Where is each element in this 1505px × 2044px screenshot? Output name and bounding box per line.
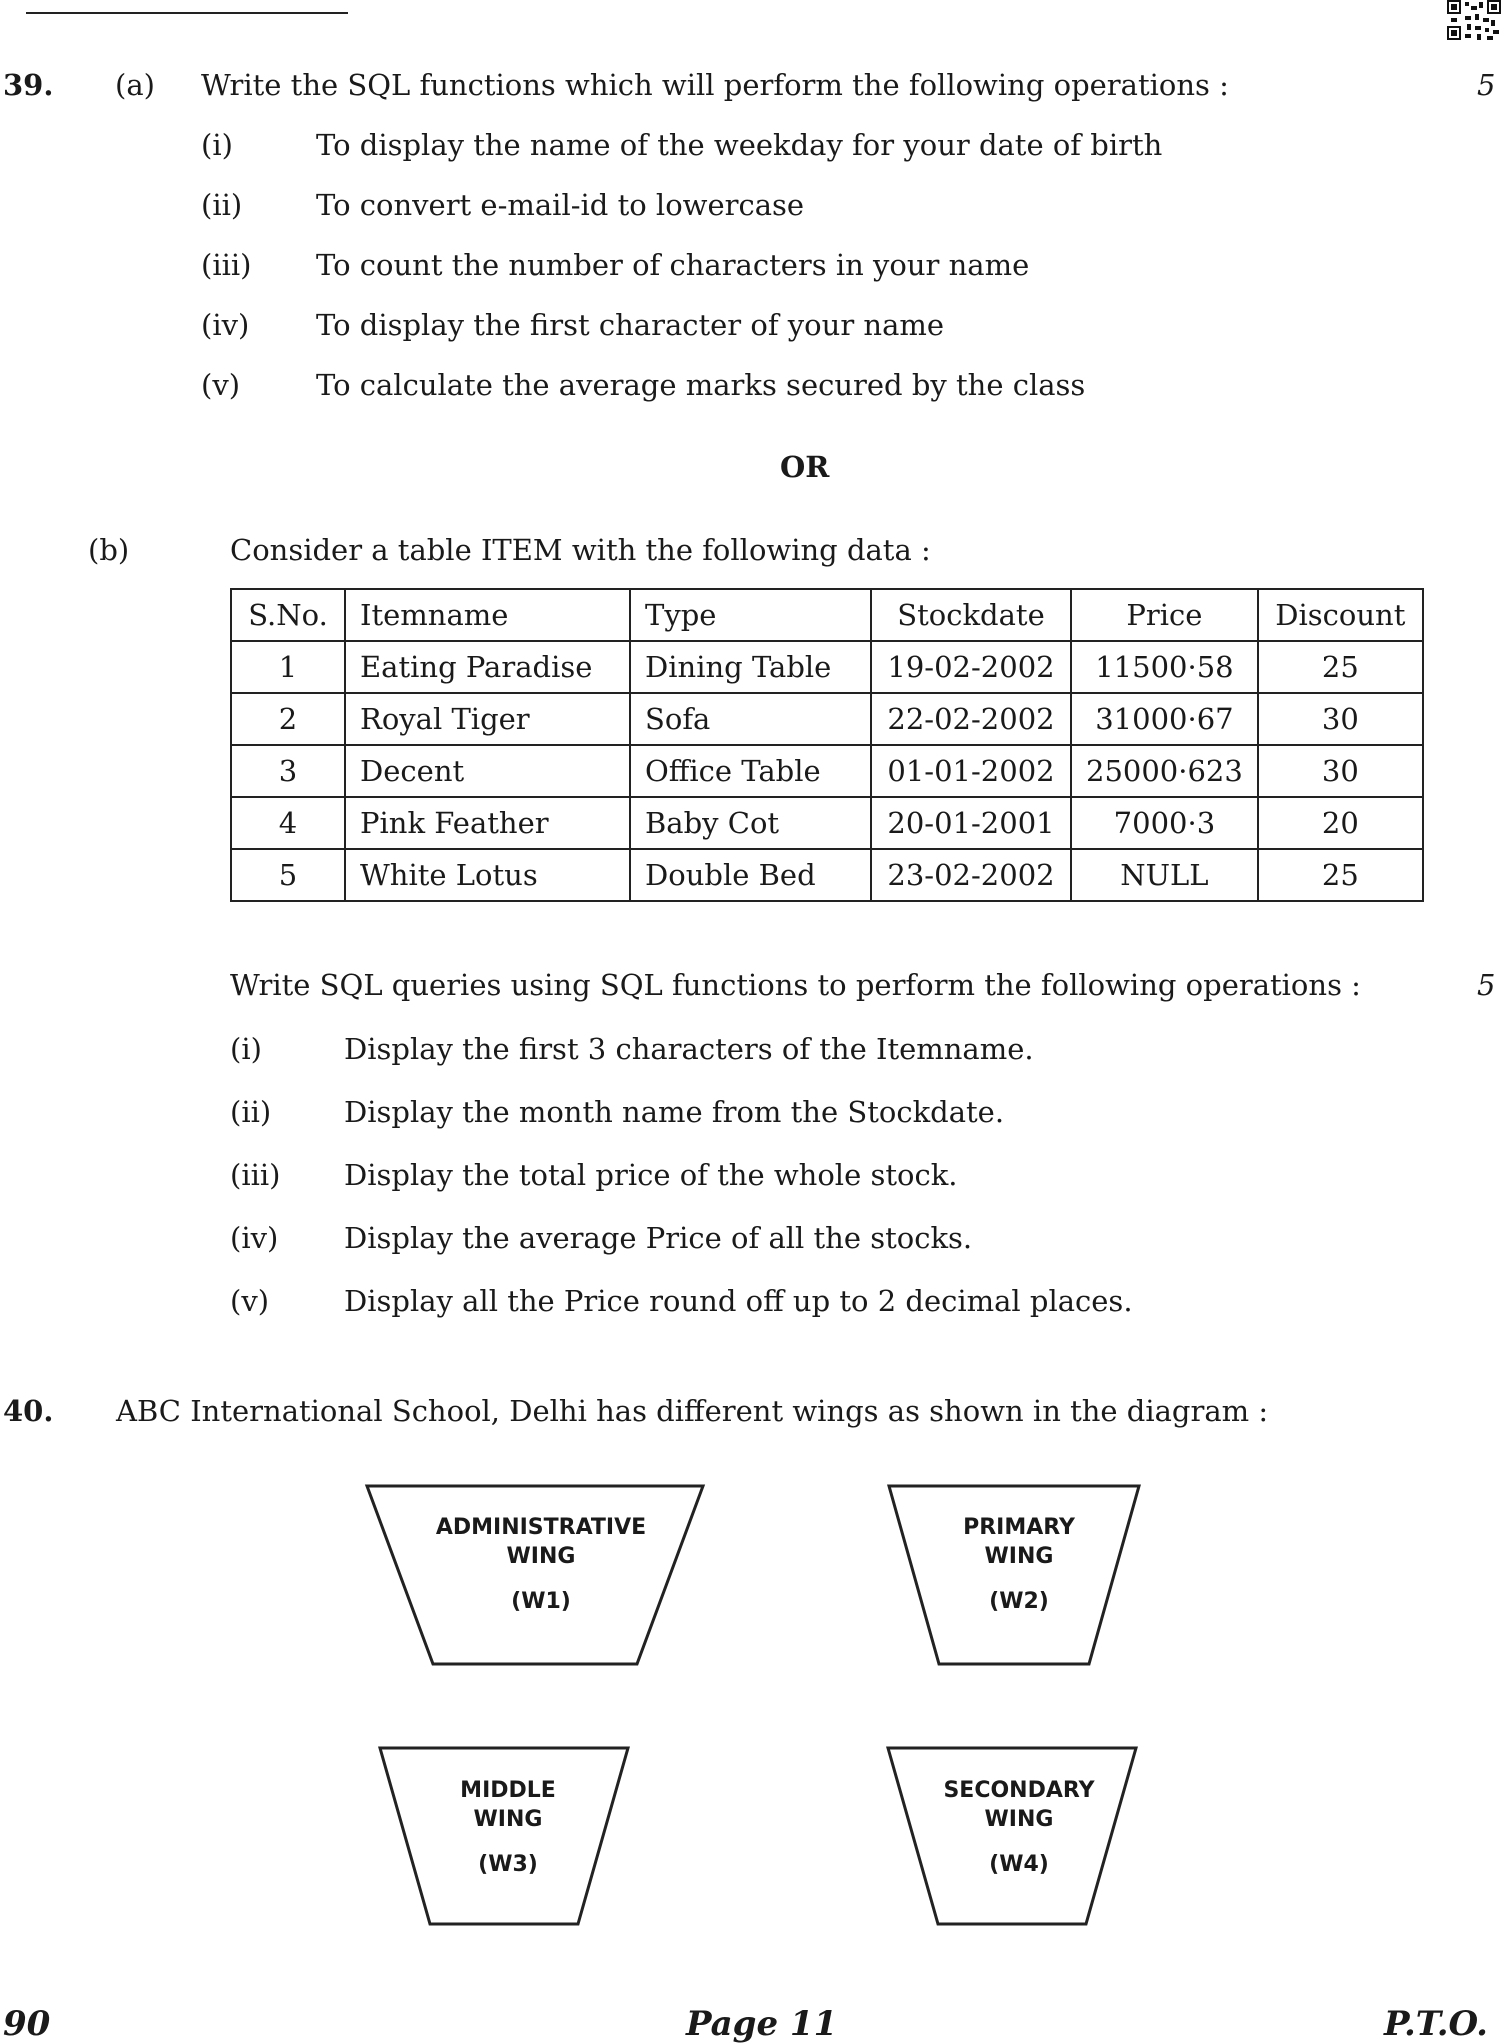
table-cell: 31000·67 xyxy=(1071,693,1258,745)
wing-name-line2: WING xyxy=(984,1807,1054,1832)
table-header-cell: S.No. xyxy=(231,589,345,641)
table-header-cell: Discount xyxy=(1258,589,1423,641)
table-cell: 5 xyxy=(231,849,345,901)
table-cell: 20 xyxy=(1258,797,1423,849)
table-cell: Decent xyxy=(345,745,630,797)
part-a-marks: 5 xyxy=(1477,68,1496,102)
table-cell: 25 xyxy=(1258,849,1423,901)
part-a-intro: Write the SQL functions which will perform the following operations : xyxy=(201,68,1229,102)
wing-name-line2: WING xyxy=(473,1807,543,1832)
table-cell: Dining Table xyxy=(630,641,871,693)
part-a-label: (a) xyxy=(115,68,155,102)
wing-name-line2: WING xyxy=(984,1544,1054,1569)
part-b-queries-intro: Write SQL queries using SQL functions to perform the following operations : xyxy=(230,968,1361,1002)
part-a-item-num: (iv) xyxy=(201,308,250,342)
wing-name-line1: PRIMARY xyxy=(963,1515,1075,1540)
table-cell: 20-01-2001 xyxy=(871,797,1071,849)
part-a-item-text: To display the first character of your name xyxy=(316,308,945,342)
part-a-item-text: To count the number of characters in your name xyxy=(316,248,1030,282)
table-cell: White Lotus xyxy=(345,849,630,901)
wing-code: (W2) xyxy=(989,1589,1049,1614)
part-b-item-text: Display all the Price round off up to 2 decimal places. xyxy=(344,1284,1133,1318)
part-a-item-num: (i) xyxy=(201,128,233,162)
table-cell: 3 xyxy=(231,745,345,797)
table-header-cell: Stockdate xyxy=(871,589,1071,641)
part-a-item-text: To display the name of the weekday for your date of birth xyxy=(316,128,1163,162)
part-b-item-text: Display the month name from the Stockdate. xyxy=(344,1095,1005,1129)
question-39-number: 39. xyxy=(3,68,54,102)
wing-w2 xyxy=(889,1486,1139,1664)
part-b-item-text: Display the average Price of all the stocks. xyxy=(344,1221,973,1255)
footer-paper-code: 90 xyxy=(3,2004,51,2044)
part-b-marks: 5 xyxy=(1477,968,1496,1002)
wing-name-line1: ADMINISTRATIVE xyxy=(435,1515,647,1540)
part-b-item-num: (ii) xyxy=(230,1095,272,1129)
table-header-cell: Price xyxy=(1071,589,1258,641)
question-40-text: ABC International School, Delhi has different wings as shown in the diagram : xyxy=(116,1394,1269,1428)
part-b-label: (b) xyxy=(88,533,130,567)
table-cell: Office Table xyxy=(630,745,871,797)
part-a-item-text: To calculate the average marks secured by the class xyxy=(316,368,1086,402)
part-a-item-text: To convert e-mail-id to lowercase xyxy=(316,188,805,222)
table-cell: Baby Cot xyxy=(630,797,871,849)
footer-pto: P.T.O. xyxy=(1384,2004,1488,2044)
table-cell: Pink Feather xyxy=(345,797,630,849)
wing-code: (W4) xyxy=(989,1852,1049,1877)
part-b-item-num: (i) xyxy=(230,1032,262,1066)
part-b-item-text: Display the total price of the whole stock. xyxy=(344,1158,958,1192)
part-b-intro: Consider a table ITEM with the following data : xyxy=(230,533,931,567)
part-b-item-num: (iii) xyxy=(230,1158,281,1192)
part-b-item-num: (v) xyxy=(230,1284,270,1318)
table-header-cell: Itemname xyxy=(345,589,630,641)
wing-name-line2: WING xyxy=(506,1544,576,1569)
table-cell: 7000·3 xyxy=(1071,797,1258,849)
table-cell: NULL xyxy=(1071,849,1258,901)
table-cell: Eating Paradise xyxy=(345,641,630,693)
question-40-number: 40. xyxy=(3,1394,54,1428)
table-cell: Double Bed xyxy=(630,849,871,901)
wing-w4 xyxy=(888,1748,1136,1924)
table-cell: 25000·623 xyxy=(1071,745,1258,797)
table-cell: 30 xyxy=(1258,693,1423,745)
table-cell: 01-01-2002 xyxy=(871,745,1071,797)
table-cell: 19-02-2002 xyxy=(871,641,1071,693)
wing-code: (W3) xyxy=(478,1852,538,1877)
table-cell: Royal Tiger xyxy=(345,693,630,745)
table-cell: 1 xyxy=(231,641,345,693)
footer-page-number: Page 11 xyxy=(686,2004,838,2044)
table-header-cell: Type xyxy=(630,589,871,641)
table-cell: 2 xyxy=(231,693,345,745)
wing-name-line1: SECONDARY xyxy=(943,1778,1095,1803)
part-a-item-num: (iii) xyxy=(201,248,252,282)
wing-name-line1: MIDDLE xyxy=(460,1778,556,1803)
table-cell: 22-02-2002 xyxy=(871,693,1071,745)
table-cell: 4 xyxy=(231,797,345,849)
table-cell: 25 xyxy=(1258,641,1423,693)
table-cell: 23-02-2002 xyxy=(871,849,1071,901)
wing-w3 xyxy=(380,1748,628,1924)
part-a-item-num: (ii) xyxy=(201,188,243,222)
table-cell: 30 xyxy=(1258,745,1423,797)
wing-w1 xyxy=(367,1486,703,1664)
wing-code: (W1) xyxy=(511,1589,571,1614)
part-a-item-num: (v) xyxy=(201,368,241,402)
or-separator: OR xyxy=(780,450,830,484)
part-b-item-num: (iv) xyxy=(230,1221,279,1255)
table-cell: Sofa xyxy=(630,693,871,745)
table-cell: 11500·58 xyxy=(1071,641,1258,693)
part-b-item-text: Display the first 3 characters of the Itemname. xyxy=(344,1032,1034,1066)
